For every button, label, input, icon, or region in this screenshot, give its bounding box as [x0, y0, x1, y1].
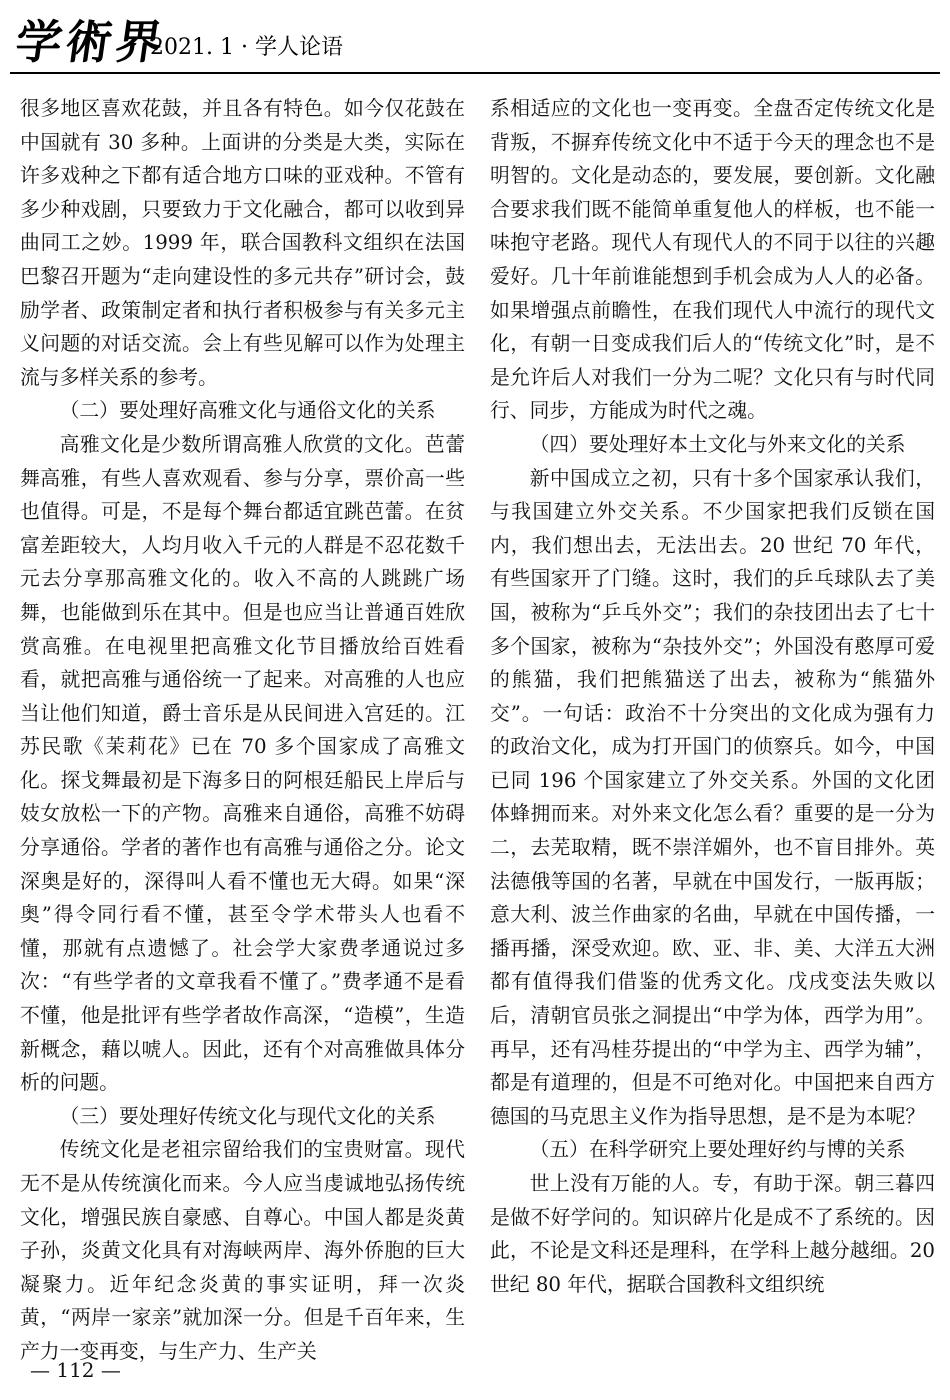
section-heading: （五）在科学研究上要处理好约与博的关系 [529, 1138, 906, 1162]
section-heading: （四）要处理好本土文化与外来文化的关系 [529, 432, 906, 456]
page-number: — 112 — [30, 1358, 121, 1382]
section-heading: （三）要处理好传统文化与现代文化的关系 [59, 1104, 436, 1128]
paragraph: 新中国成立之初，只有十多个国家承认我们，与我国建立外交关系。不少国家把我们反锁在国内，我们想出去，无法出去。20 世纪 70 年代，有些国家开了门缝。这时，我们的乒乓球队去了美国，被称为“乒乓外交”；我们的杂技团出去了七十多个国家，被称为“杂技外交”；外国没有憨厚可爱的熊猫，我们把熊猫送了出去，被称为“熊猫外交”。一句话：政治不十分突出的文化成为强有力的政治文化，成为打开国门的侦察兵。如今，中国已同 196 个国家建立了外交关系。外国的文化团体蜂拥而来。对外来文化怎么看？重要的是一分为二，去芜取精，既不崇洋媚外，也不盲目排外。英法德俄等国的名著，早就在中国发行，一版再版；意大利、波兰作曲家的名曲，早就在中国传播，一播再播，深受欢迎。欧、亚、非、美、大洋五大洲都有值得我们借鉴的优秀文化。戊戌变法失败以后，清朝官员张之洞提出“中学为体，西学为用”。再早，还有冯桂芬提出的“中学为主、西学为辅”，都是有道理的，但是不可绝对化。中国把来自西方德国的马克思主义作为指导思想，是不是为本呢？ [490, 466, 935, 1128]
paragraph: 传统文化是老祖宗留给我们的宝贵财富。现代无不是从传统演化而来。今人应当虔诚地弘扬传统文化，增强民族自豪感、自尊心。中国人都是炎黄子孙，炎黄文化具有对海峡两岸、海外侨胞的巨大凝聚力。近年纪念炎黄的事实证明，拜一次炎黄，“两岸一家亲”就加深一分。但是千百年来，生产力一变再变，与生产力、生产关 [20, 1138, 465, 1363]
left-column [20, 92, 465, 1369]
paragraph: 系相适应的文化也一变再变。全盘否定传统文化是背叛，不摒弃传统文化中不适于今天的理念也不是明智的。文化是动态的，要发展，要创新。文化融合要求我们既不能简单重复他人的样板，也不能一味抱守老路。现代人有现代人的不同于以往的兴趣爱好。几十年前谁能想到手机会成为人人的必备。如果增强点前瞻性，在我们现代人中流行的现代文化，有朝一日变成我们后人的“传统文化”时，是不是允许后人对我们一分为二呢？文化只有与时代同行、同步，方能成为时代之魂。 [490, 97, 935, 423]
paragraph: 高雅文化是少数所谓高雅人欣赏的文化。芭蕾舞高雅，有些人喜欢观看、参与分享，票价高一些也值得。可是，不是每个舞台都适宜跳芭蕾。在贫富差距较大，人均月收入千元的人群是不忍花数千元去分享那高雅文化的。收入不高的人跳跳广场舞，也能做到乐在其中。但是也应当让普通百姓欣赏高雅。在电视里把高雅文化节目播放给百姓看看，就把高雅与通俗统一了起来。对高雅的人也应当让他们知道，爵士音乐是从民间进入宫廷的。江苏民歌《茉莉花》已在 70 多个国家成了高雅文化。探戈舞最初是下海多日的阿根廷船民上岸后与妓女放松一下的产物。高雅来自通俗，高雅不妨碍分享通俗。学者的著作也有高雅与通俗之分。论文深奥是好的，深得叫人看不懂也无大碍。如果“深奥”得令同行看不懂，甚至令学术带头人也看不懂，那就有点遗憾了。社会学大家费孝通说过多次：“有些学者的文章我看不懂了。”费孝通不是看不懂，他是批评有些学者故作高深，“造模”，生造新概念，藉以唬人。因此，还有个对高雅做具体分析的问题。 [20, 432, 465, 1095]
journal-logo: 学術界 [12, 15, 170, 69]
right-column [490, 92, 935, 1301]
paragraph: 很多地区喜欢花鼓，并且各有特色。如今仅花鼓在中国就有 30 多种。上面讲的分类是大类，实际在许多戏种之下都有适合地方口味的亚戏种。不管有多少种戏剧，只要致力于文化融合，都可以收到异曲同工之妙。1999 年，联合国教科文组织在法国巴黎召开题为“走向建设性的多元共存”研讨会，鼓励学者、政策制定者和执行者积极参与有关多元主义问题的对话交流。会上有些见解可以作为处理主流与多样关系的参考。 [20, 97, 465, 389]
header-rule [10, 72, 940, 74]
issue-and-section: 2021. 1 · 学人论语 [150, 35, 343, 60]
page-header [10, 14, 940, 74]
section-heading: （二）要处理好高雅文化与通俗文化的关系 [59, 399, 436, 423]
paragraph: 世上没有万能的人。专，有助于深。朝三暮四是做不好学问的。知识碎片化是成不了系统的。因此，不论是文科还是理科，在学科上越分越细。20 世纪 80 年代，据联合国教科文组织统 [490, 1172, 935, 1296]
